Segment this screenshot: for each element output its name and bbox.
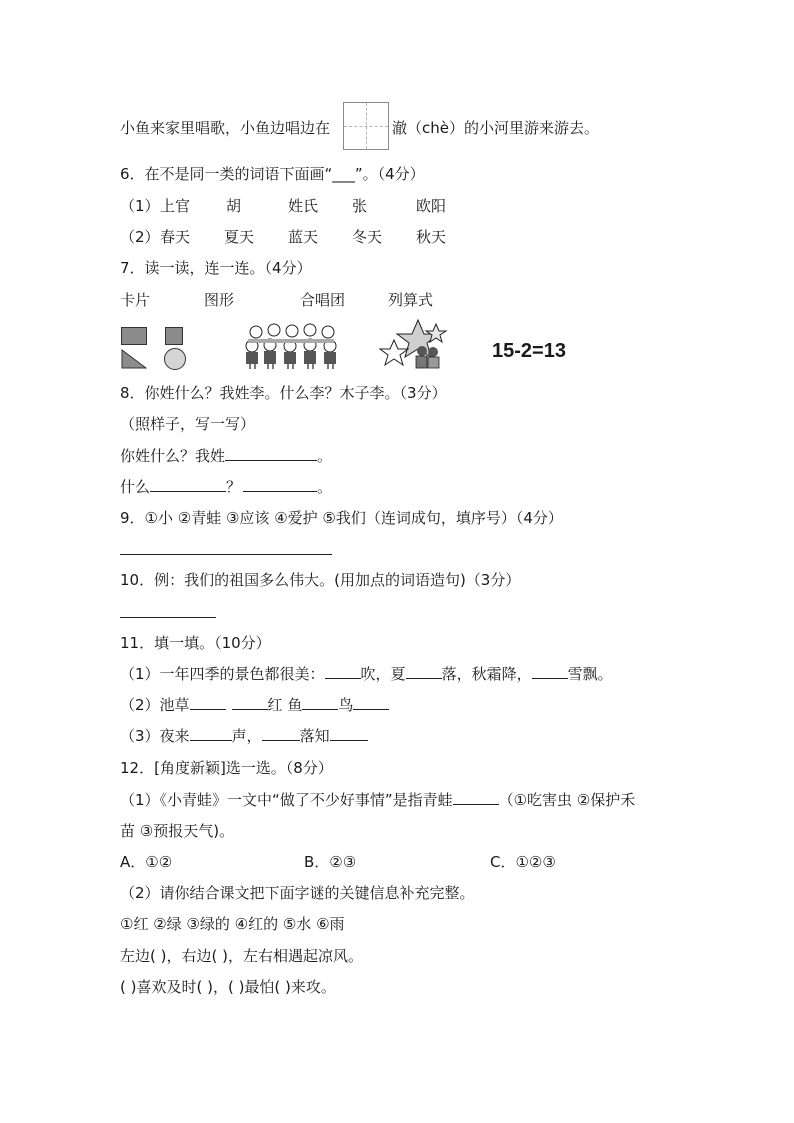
q12-choices: ①红 ②绿 ③绿的 ④红的 ⑤水 ⑥雨	[120, 915, 345, 933]
q6-row2-word[interactable]: 夏天	[224, 228, 255, 246]
pond-blank-1[interactable]	[190, 695, 226, 710]
q11-l1-c: 落，秋霜降，	[441, 665, 532, 683]
q6-row1-word[interactable]: 胡	[226, 197, 242, 215]
children-stars-image[interactable]	[378, 318, 450, 370]
q6-row1-word[interactable]: 欧阳	[416, 197, 447, 215]
q11-l2-a: （2）池草	[120, 696, 190, 714]
q11-line2	[120, 695, 389, 715]
q6-title: 6．在不是同一类的词语下面画“___”。（4分）	[120, 165, 425, 183]
q6-row2-word[interactable]: 春天	[160, 228, 191, 246]
q8-title: 8．你姓什么？我姓李。什么李？木子李。（3分）	[120, 384, 447, 402]
frog-deeds-blank[interactable]	[453, 790, 499, 805]
what-answer-blank[interactable]	[150, 477, 226, 492]
q5-line-after: 澈（chè）的小河里游来游去。	[392, 119, 599, 137]
q12-s1-a: （1）《小青蛙》一文中“做了不少好事情”是指青蛙	[120, 791, 453, 809]
circle-shape	[163, 347, 187, 371]
q9-answer-line[interactable]	[120, 554, 332, 555]
q11-line3	[120, 726, 368, 746]
q5-line-before: 小鱼来家里唱歌，小鱼边唱边在	[120, 119, 331, 137]
q11-l2-c: 鸟	[338, 696, 354, 714]
q6-row2-word[interactable]: 蓝天	[288, 228, 319, 246]
tianzige-answer-box[interactable]	[343, 102, 389, 150]
pond-blank-2[interactable]	[232, 695, 268, 710]
riddle-line-2[interactable]: ( )喜欢及时( )，( )最怕( )来攻。	[120, 978, 336, 996]
q11-l1-b: 吹，夏	[360, 665, 406, 683]
q8-line2	[120, 477, 332, 497]
q8-hint: （照样子，写一写）	[120, 415, 256, 433]
q11-l2-b: 红 鱼	[267, 696, 303, 714]
flower-blank[interactable]	[262, 726, 300, 741]
q10-answer-line[interactable]	[120, 617, 216, 618]
q7-word[interactable]: 合唱团	[300, 291, 346, 309]
q11-l1-d: 雪飘。	[567, 665, 613, 683]
q8-line1	[120, 446, 332, 466]
q7-title: 7．读一读，连一连。（4分）	[120, 259, 312, 277]
q8-line1-end: 。	[317, 447, 333, 465]
q12-title: 12．[角度新颖]选一选。（8分）	[120, 759, 333, 777]
q6-row1-label: （1）	[120, 197, 160, 215]
fish-blank[interactable]	[302, 695, 338, 710]
triangle-shape	[121, 349, 147, 369]
q12-s1-cont: 苗 ③预报天气)。	[120, 822, 235, 840]
shapes-icon[interactable]	[121, 327, 189, 371]
q9-title: 9．①小 ②青蛙 ③应该 ④爱护 ⑤我们（连词成句，填序号）（4分）	[120, 509, 563, 527]
option-a[interactable]: A．①②	[120, 853, 173, 871]
q11-l3-a: （3）夜来	[120, 727, 190, 745]
q8-line2-text: 什么	[120, 478, 151, 496]
q12-s1	[120, 790, 635, 810]
q8-line1-text: 你姓什么？我姓	[120, 447, 226, 465]
q11-l3-b: 声，	[231, 727, 262, 745]
q12-s2: （2）请你结合课文把下面字谜的关键信息补充完整。	[120, 884, 475, 902]
q8-line2-question: ？	[226, 478, 242, 496]
q6-row2-word[interactable]: 秋天	[416, 228, 447, 246]
equation-text[interactable]: 15-2=13	[492, 340, 566, 362]
q7-word[interactable]: 图形	[204, 291, 235, 309]
q8-line2-end: 。	[317, 478, 333, 496]
riddle-line-1[interactable]: 左边( )，右边( )，左右相遇起凉风。	[120, 947, 363, 965]
know-blank[interactable]	[330, 726, 368, 741]
q11-l1-a: （1）一年四季的景色都很美：	[120, 665, 325, 683]
rectangle-shape	[121, 327, 147, 345]
spring-blank[interactable]	[325, 664, 361, 679]
q7-word[interactable]: 卡片	[120, 291, 151, 309]
q12-s1-b: （①吃害虫 ②保护禾	[498, 791, 636, 809]
q6-row1-word[interactable]: 姓氏	[288, 197, 319, 215]
explain-answer-blank[interactable]	[243, 477, 317, 492]
square-shape	[165, 327, 183, 345]
q11-line1	[120, 664, 613, 684]
q10-title: 10．例：我们的祖国多么伟大。(用加点的词语造句)（3分）	[120, 571, 521, 589]
q11-title: 11．填一填。（10分）	[120, 634, 271, 652]
choir-children-image[interactable]	[240, 322, 342, 370]
q6-row1-word[interactable]: 上官	[160, 197, 191, 215]
winter-blank[interactable]	[532, 664, 568, 679]
q7-word[interactable]: 列算式	[388, 291, 434, 309]
option-c[interactable]: C．①②③	[490, 853, 556, 871]
q11-l3-c: 落知	[299, 727, 330, 745]
q6-row1-word[interactable]: 张	[352, 197, 368, 215]
q6-row2-label: （2）	[120, 228, 160, 246]
summer-blank[interactable]	[406, 664, 442, 679]
night-blank[interactable]	[190, 726, 232, 741]
q6-row2-word[interactable]: 冬天	[352, 228, 383, 246]
option-b[interactable]: B．②③	[304, 853, 357, 871]
surname-answer-blank[interactable]	[225, 446, 317, 461]
bird-blank[interactable]	[353, 695, 389, 710]
